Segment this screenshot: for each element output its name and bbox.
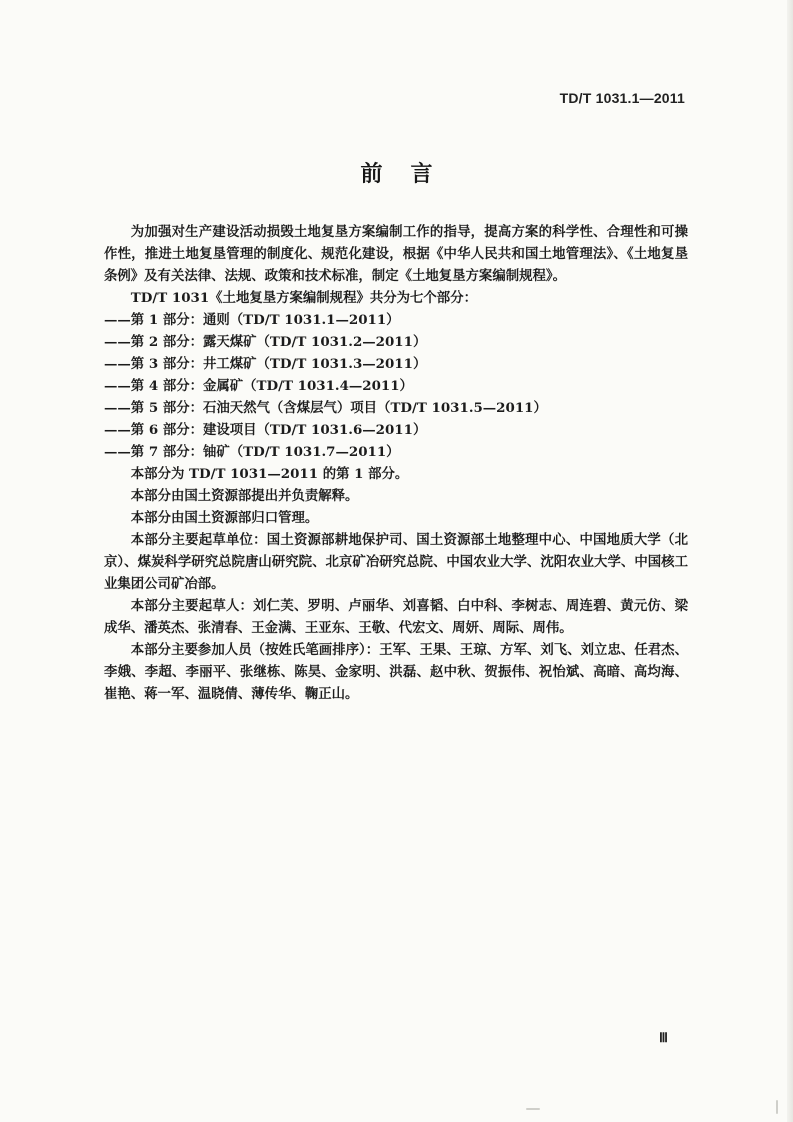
- list-item-part-5: ——第 5 部分：石油天然气（含煤层气）项目（TD/T 1031.5—2011）: [104, 400, 547, 416]
- document-body: [104, 221, 688, 705]
- managed-by-paragraph: 本部分由国土资源部归口管理。: [130, 510, 319, 526]
- list-item-part-3: ——第 3 部分：井工煤矿（TD/T 1031.3—2011）: [104, 356, 427, 372]
- list-item-part-1: ——第 1 部分：通则（TD/T 1031.1—2011）: [104, 312, 400, 328]
- intro-paragraph: 为加强对生产建设活动损毁土地复垦方案编制工作的指导，提高方案的科学性、合理性和可操作性，推进土地复垦管理的制度化、规范化建设，根据《中华人民共和国土地管理法》、《土地复垦条例》及有关法律、法规、政策和技术标准，制定《土地复垦方案编制规程》。: [104, 224, 688, 284]
- list-item-part-7: ——第 7 部分：铀矿（TD/T 1031.7—2011）: [104, 444, 400, 460]
- scan-mark: [776, 1100, 778, 1114]
- list-item-part-2: ——第 2 部分：露天煤矿（TD/T 1031.2—2011）: [104, 334, 427, 350]
- drafters-paragraph: 本部分主要起草人：刘仁芙、罗明、卢丽华、刘喜韬、白中科、李树志、周连碧、黄元仿、梁成华、潘英杰、张清春、王金满、王亚东、王敬、代宏文、周妍、周际、周伟。: [104, 598, 688, 636]
- proposed-by-paragraph: 本部分由国土资源部提出并负责解释。: [130, 488, 359, 504]
- list-item-part-6: ——第 6 部分：建设项目（TD/T 1031.6—2011）: [104, 422, 427, 438]
- list-item-part-4: ——第 4 部分：金属矿（TD/T 1031.4—2011）: [104, 378, 413, 394]
- page-number: Ⅲ: [659, 1030, 668, 1045]
- drafting-units-paragraph: 本部分主要起草单位：国土资源部耕地保护司、国土资源部土地整理中心、中国地质大学（北京）、煤炭科学研究总院唐山研究院、北京矿冶研究总院、中国农业大学、沈阳农业大学、中国核工业集团公司矿冶部。: [104, 532, 688, 592]
- part-of-paragraph: 本部分为 TD/T 1031—2011 的第 1 部分。: [130, 466, 409, 482]
- participants-paragraph: 本部分主要参加人员（按姓氏笔画排序）：王军、王果、王琼、方军、刘飞、刘立忠、任君杰、李娥、李超、李丽平、张继栋、陈昊、金家明、洪磊、赵中秋、贺振伟、祝怡斌、高暗、高均海、崔艳、蒋一军、温晓倩、薄传华、鞠正山。: [104, 642, 688, 702]
- page-title: 前言: [360, 162, 461, 187]
- document-code: TD/T 1031.1—2011: [559, 90, 685, 106]
- scan-smudge: [526, 1108, 540, 1110]
- parts-intro: TD/T 1031《土地复垦方案编制规程》共分为七个部分：: [130, 290, 477, 306]
